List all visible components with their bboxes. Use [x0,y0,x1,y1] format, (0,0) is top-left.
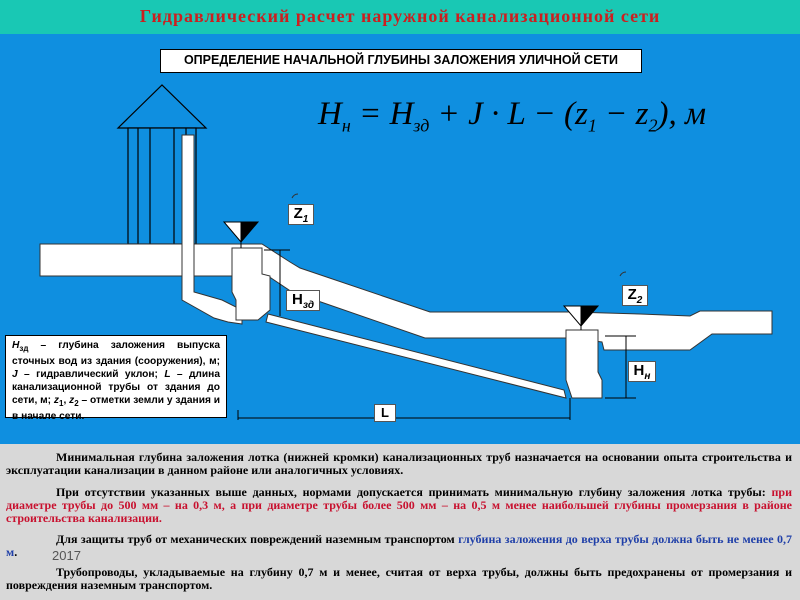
paragraph-protection: Для защиты труб от механических повреждений наземным транспортом глубина заложения до верха трубы должна быть не менее 0,7 м. [6,532,792,559]
paragraph-norms: При отсутствии указанных выше данных, нормами допускается принимать минимальную глубину заложения лотка трубы: при диаметре трубы до 500 мм – на 0,3 м, а при диаметре трубы более 500 мм – на 0,5 м менее наибольшей глубины промерзания в районе строительства канализации. [6,485,792,525]
z2-label: $Z_2$ [622,285,648,306]
formula-term1: H [389,96,414,132]
formula-lhs-sub: н [341,115,351,136]
formula-middle: + J · L − (z [429,96,588,132]
paragraph-shallow-pipes: Трубопроводы, укладываемые на глубину 0,7 м и менее, считая от верха трубы, должны быть предохранены от промерзания и повреждения наземным транспортом. [6,565,792,592]
z1-tick [292,194,298,198]
formula-equals: = [350,96,390,132]
paragraph-min-depth: Минимальная глубина заложения лотка (нижней кромки) канализационных труб назначается на основании опыта строительства и эксплуатации канализации в данном районе или аналогичных условиях. [6,450,792,477]
hn-label: $H_н$ [628,361,656,382]
street-well [566,330,602,398]
formula-minus: − z [596,96,649,132]
hzd-label: $H_{зд}$ [286,290,320,311]
formula-end: ), м [657,96,707,132]
page-title: Гидравлический расчет наружной канализационной сети [139,6,661,26]
formula-term1-sub: зд [413,115,430,136]
formula-z1-sub: 1 [587,115,597,136]
l-label: L [374,404,396,422]
diagram-subtitle: ОПРЕДЕЛЕНИЕ НАЧАЛЬНОЙ ГЛУБИНЫ ЗАЛОЖЕНИЯ УЛИЧНОЙ СЕТИ [183,53,619,67]
z2-tick [620,272,626,276]
formula-z2-sub: 2 [648,115,658,136]
z1-label: $Z_1$ [288,204,314,225]
legend-box: $H_{зд}$ – глубина заложения выпуска сточных вод из здания (сооружения), м; J – гидравлический уклон; L – длина канализационной трубы от здания до сети, м; $z_1$, $z_2$ – отметки земли у здания и в начале сети. [5,335,227,418]
length-dimension [238,398,570,420]
year-label: 2017 [52,548,81,563]
formula-lhs: H [318,96,342,132]
